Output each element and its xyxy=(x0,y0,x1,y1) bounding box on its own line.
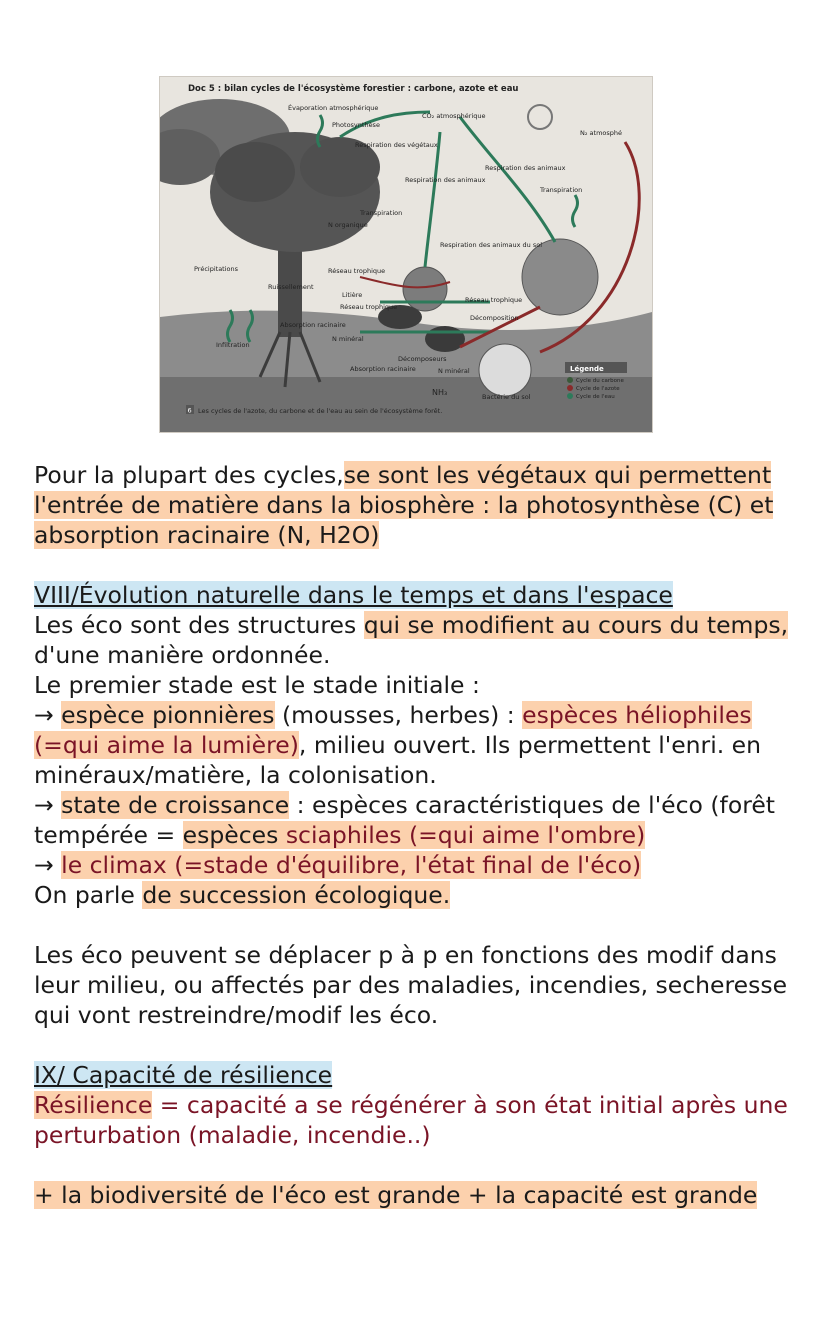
label-infiltration: Infiltration xyxy=(216,341,250,349)
heading-section-8: VIII/Évolution naturelle dans le temps et dans l'espace xyxy=(34,581,673,609)
label-evaporation: Évaporation atmosphérique xyxy=(288,104,379,112)
label-n-mineral1: N minéral xyxy=(332,335,364,343)
figure-caption: Les cycles de l'azote, du carbone et de l'eau au sein de l'écosystème forêt. xyxy=(198,407,443,415)
paragraph-intro: Pour la plupart des cycles,se sont les végétaux qui permettent l'entrée de matière dans la biosphère : la photosynthèse (C) et absorption racinaire (N, H2O) xyxy=(34,461,774,549)
label-absorption2: Absorption racinaire xyxy=(350,365,416,373)
label-nh3: NH₃ xyxy=(432,388,448,397)
legend-item-carbon: Cycle du carbone xyxy=(576,378,624,384)
paragraph-movement: Les éco peuvent se déplacer p à p en fonctions des modif dans leur milieu, ou affectés par des maladies, incendies, secheresse qui vont restreindre/modif les éco. xyxy=(34,941,788,1029)
label-n-organique: N organique xyxy=(328,221,368,229)
ecosystem-cycles-figure xyxy=(159,76,653,433)
paragraph-pioneer: → espèce pionnières (mousses, herbes) : espèces héliophiles (=qui aime la lumière), milieu ouvert. Ils permettent l'enri. en minéraux/matière, la colonisation. xyxy=(34,701,762,789)
paragraph-succession: On parle de succession écologique. xyxy=(34,881,451,909)
label-absorption1: Absorption racinaire xyxy=(280,321,346,329)
label-n2: N₂ atmosphé xyxy=(580,129,623,137)
label-reseau-trophique2: Réseau trophique xyxy=(340,303,398,311)
label-bacterie: Bactérie du sol xyxy=(482,393,531,401)
paragraph-climax: → le climax (=stade d'équilibre, l'état final de l'éco) xyxy=(34,851,642,879)
notes-body xyxy=(34,460,814,1210)
paragraph-first-stage: Le premier stade est le stade initiale : xyxy=(34,671,480,699)
label-resp-anim1: Respiration des animaux xyxy=(485,164,566,172)
label-decomposeurs: Décomposeurs xyxy=(398,355,447,363)
paragraph-biodiversity: + la biodiversité de l'éco est grande + la capacité est grande xyxy=(34,1181,758,1209)
label-transpiration2: Transpiration xyxy=(540,186,583,194)
animal-circle xyxy=(403,267,447,311)
label-n-mineral2: N minéral xyxy=(438,367,470,375)
label-reseau-trophique3: Réseau trophique xyxy=(465,296,523,304)
caption-number: 6 xyxy=(187,406,192,415)
label-photosynthese: Photosynthèse xyxy=(332,121,380,129)
label-litiere: Litière xyxy=(342,291,363,299)
legend-title: Légende xyxy=(570,365,604,373)
label-decomposition: Décomposition xyxy=(470,314,519,322)
legend-item-water: Cycle de l'eau xyxy=(576,394,615,400)
paragraph-resilience: Résilience = capacité a se régénérer à son état initial après une perturbation (maladie, incendie..) xyxy=(34,1091,788,1149)
figure-title: Doc 5 : bilan cycles de l'écosystème forestier : carbone, azote et eau xyxy=(188,84,519,94)
deer-circle xyxy=(522,239,598,315)
paragraph-growth: → state de croissance : espèces caractéristiques de l'éco (forêt tempérée = espèces sciaphiles (=qui aime l'ombre) xyxy=(34,791,776,849)
label-co2: CO₂ atmosphérique xyxy=(422,112,486,120)
label-ruissellement: Ruissellement xyxy=(268,283,314,291)
label-resp-sol: Respiration des animaux du sol xyxy=(440,241,543,249)
paragraph-evolution: Les éco sont des structures qui se modifient au cours du temps, d'une manière ordonnée. xyxy=(34,611,789,669)
label-resp-veg: Respiration des végétaux xyxy=(355,141,438,149)
label-resp-anim2: Respiration des animaux xyxy=(405,176,486,184)
legend-item-nitrogen: Cycle de l'azote xyxy=(576,386,620,392)
label-precipitations: Précipitations xyxy=(194,265,239,273)
bacteria-circle xyxy=(479,344,531,396)
label-reseau-trophique1: Réseau trophique xyxy=(328,267,386,275)
label-transpiration1: Transpiration xyxy=(360,209,403,217)
heading-section-9: IX/ Capacité de résilience xyxy=(34,1061,333,1089)
